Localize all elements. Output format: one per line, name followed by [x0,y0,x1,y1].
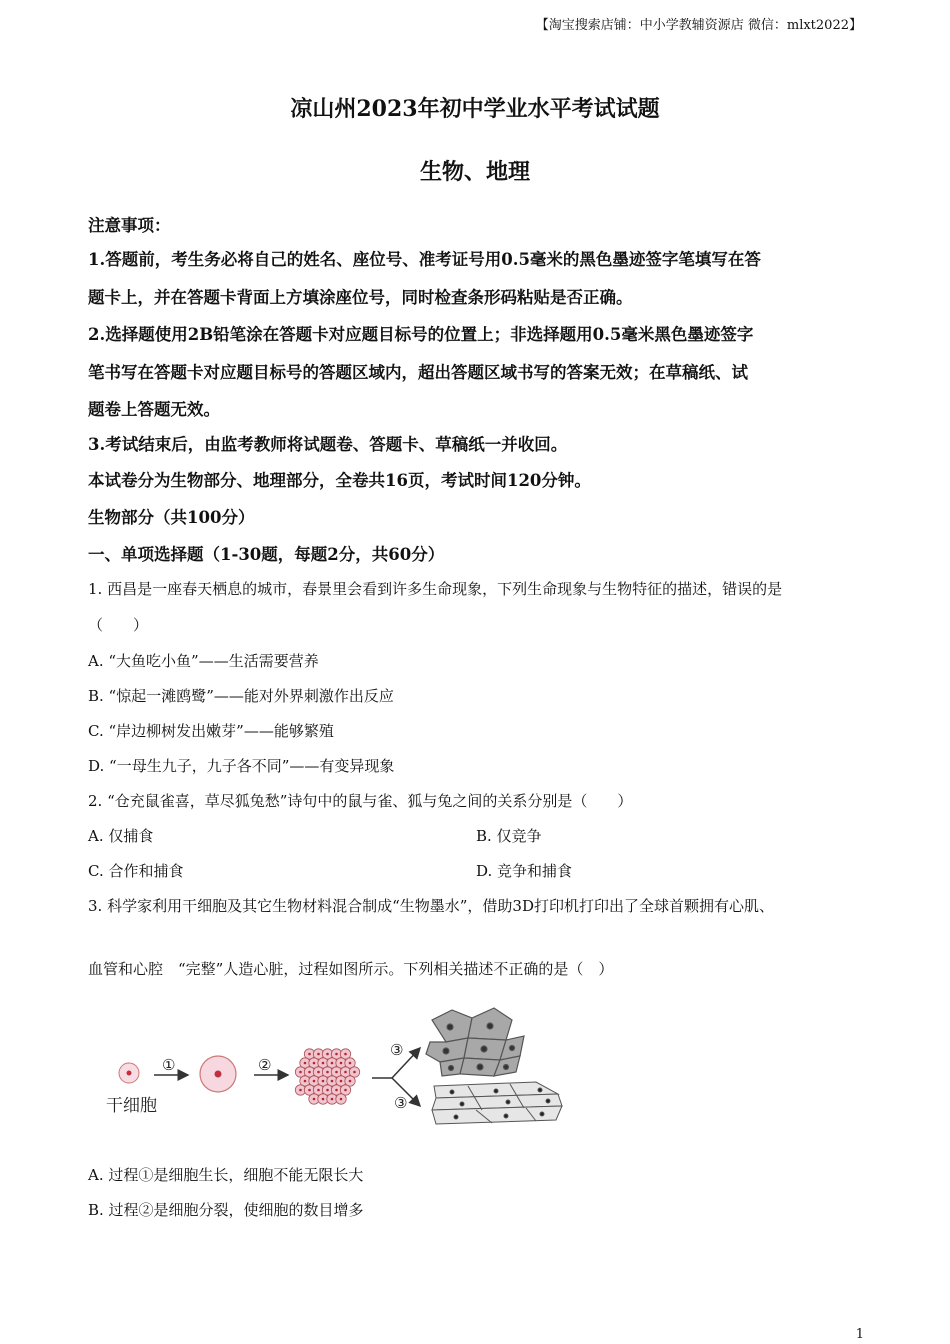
q1-option-c: C. “岸边柳树发出嫩芽”——能够繁殖 [88,722,334,740]
cluster-cell-nucleus [317,1053,320,1056]
cluster-cell-nucleus [344,1089,347,1092]
stem-cell-process-figure [96,998,576,1133]
cluster-cell-nucleus [331,1098,334,1101]
section-biology: 生物部分（共100分） [88,508,255,527]
cluster-cell-nucleus [331,1080,334,1083]
q3-option-a: A. 过程①是细胞生长，细胞不能无限长大 [88,1166,364,1184]
cluster-cell-nucleus [335,1071,338,1074]
q1-stem-line-1: 1. 西昌是一座春天栖息的城市，春景里会看到许多生命现象，下列生命现象与生物特征的描述，错误的是 [88,580,783,598]
cluster-cell-nucleus [340,1098,343,1101]
q2-option-c: C. 合作和捕食 [88,862,184,880]
cluster-cell-nucleus [340,1080,343,1083]
q3-stem-line-1: 3. 科学家利用干细胞及其它生物材料混合制成“生物墨水”，借助3D打印机打印出了全球首颗拥有心肌、 [88,897,774,915]
cluster-cell-nucleus [317,1089,320,1092]
section-one-heading: 一、单项选择题（1-30题，每题2分，共60分） [88,545,445,564]
cluster-cell-nucleus [331,1062,334,1065]
q1-option-a: A. “大鱼吃小鱼”——生活需要营养 [88,652,319,670]
exam-info: 本试卷分为生物部分、地理部分，全卷共16页，考试时间120分钟。 [88,471,591,490]
step-1-label: ① [162,1056,176,1074]
q1-option-d: D. “一母生九子，九子各不同”——有变异现象 [88,757,395,775]
grown-cell [200,1056,236,1092]
cluster-cell-nucleus [335,1053,338,1056]
q3-option-b: B. 过程②是细胞分裂，使细胞的数目增多 [88,1201,364,1219]
q2-option-a: A. 仅捕食 [88,827,154,845]
q3-stem-line-2: 血管和心腔 “完整”人造心脏，过程如图所示。下列相关描述不正确的是（ ） [88,960,614,978]
cluster-cell-nucleus [299,1089,302,1092]
cluster-cell-nucleus [353,1071,356,1074]
cluster-cell-nucleus [349,1062,352,1065]
page-title: 凉山州2023年初中学业水平考试试题 [290,96,660,122]
notice-item-2-line-1: 2.选择题使用2B铅笔涂在答题卡对应题目标号的位置上；非选择题用0.5毫米黑色墨迹签字 [88,325,754,344]
q2-option-d: D. 竞争和捕食 [476,862,573,880]
q1-stem-line-2: （ ） [88,616,149,634]
stem-cell-small [119,1063,139,1083]
notice-heading: 注意事项： [88,216,171,235]
step-3-label-down: ③ [394,1094,408,1112]
cluster-cell-nucleus [308,1089,311,1092]
cluster-cell-nucleus [322,1098,325,1101]
cluster-cell-nucleus [304,1080,307,1083]
notice-item-3: 3.考试结束后，由监考教师将试题卷、答题卡、草稿纸一并收回。 [88,435,568,454]
cluster-cell-nucleus [335,1089,338,1092]
notice-item-1-line-2: 题卡上，并在答题卡背面上方填涂座位号，同时检查条形码粘贴是否正确。 [88,288,633,307]
cluster-cell-nucleus [304,1062,307,1065]
step-2-label: ② [258,1056,272,1074]
step-3-label-up: ③ [390,1041,404,1059]
q2-option-b: B. 仅竞争 [476,827,542,845]
q1-option-b: B. “惊起一滩鸥鹭”——能对外界刺激作出反应 [88,687,394,705]
cell-cluster [295,1049,359,1104]
cluster-cell-nucleus [317,1071,320,1074]
cluster-cell-nucleus [313,1062,316,1065]
page-number: 1 [855,1327,864,1342]
cluster-cell-nucleus [340,1062,343,1065]
cluster-cell-nucleus [313,1080,316,1083]
cluster-cell-nucleus [326,1053,329,1056]
cluster-cell-nucleus [322,1080,325,1083]
stem-cell-label: 干细胞 [106,1096,157,1116]
cluster-cell-nucleus [308,1053,311,1056]
cluster-cell-nucleus [308,1071,311,1074]
tissue-polygonal-cells [426,1008,524,1076]
header-note: 【淘宝搜索店铺：中小学教辅资源店 微信：mlxt2022】 [535,18,862,33]
page-subtitle: 生物、地理 [419,159,530,185]
tissue-muscle-fibers [432,1082,562,1124]
cluster-cell-nucleus [322,1062,325,1065]
notice-item-2-line-3: 题卷上答题无效。 [88,400,220,419]
notice-item-1-line-1: 1.答题前，考生务必将自己的姓名、座位号、准考证号用0.5毫米的黑色墨迹签字笔填写在答 [88,250,761,269]
cluster-cell-nucleus [326,1071,329,1074]
cluster-cell-nucleus [344,1071,347,1074]
notice-item-2-line-2: 笔书写在答题卡对应题目标号的答题区域内，超出答题区域书写的答案无效；在草稿纸、试 [88,363,748,382]
q2-stem: 2. “仓充鼠雀喜，草尽狐兔愁”诗句中的鼠与雀、狐与兔之间的关系分别是（ ） [88,792,633,810]
cluster-cell-nucleus [344,1053,347,1056]
cluster-cell-nucleus [299,1071,302,1074]
cluster-cell-nucleus [313,1098,316,1101]
cluster-cell-nucleus [349,1080,352,1083]
cluster-cell-nucleus [326,1089,329,1092]
